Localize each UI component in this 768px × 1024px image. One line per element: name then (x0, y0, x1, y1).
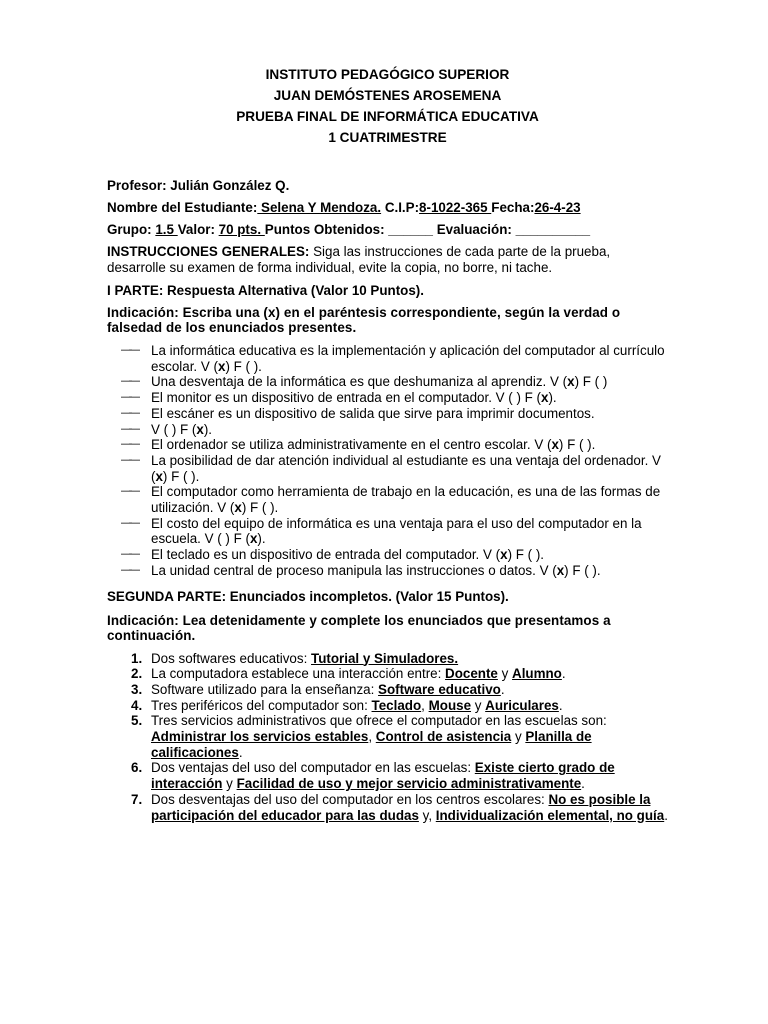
item-prompt: Tres periféricos del computador son: (151, 697, 372, 713)
group-value[interactable]: 1.5 (155, 222, 178, 237)
value-label: Valor: (177, 222, 219, 237)
tf-statement: El computador como herramienta de trabajo en la educación, es una de las formas de utilización. V ( (151, 484, 661, 516)
student-name-value[interactable]: Selena Y Mendoza. (257, 200, 382, 215)
item-prompt: La computadora establece una interacción entre: (151, 666, 446, 682)
completion-item (107, 713, 668, 760)
date-value[interactable]: 26-4-23 (534, 200, 581, 215)
tf-statement: V ( ) F ( (151, 421, 197, 437)
answer-separator: y (511, 729, 526, 745)
instructions-label: INSTRUCCIONES GENERALES: (107, 244, 310, 259)
tf-mark[interactable]: x (500, 547, 508, 563)
part1-indication: Indicación: Escriba una (x) en el paréntesis correspondiente, según la verdad o falsedad de los enunciados presentes. (107, 305, 621, 335)
tf-item (107, 343, 668, 374)
answer-separator: . (664, 807, 668, 823)
general-instructions (107, 244, 668, 275)
tf-mark[interactable]: x (551, 437, 559, 453)
answer-text[interactable]: Control de asistencia (375, 729, 512, 745)
true-false-list (107, 343, 668, 579)
tf-mark[interactable]: x (234, 500, 242, 516)
answer-text[interactable]: Software educativo (378, 681, 501, 697)
tf-options: ) F ( ). (162, 468, 200, 484)
student-line (107, 200, 668, 216)
instructions-text: Siga las instrucciones de cada parte de la prueba, desarrolle su examen de forma individual, evite la copia, no borre, ni tache. (107, 244, 611, 275)
answer-separator: . (581, 776, 585, 792)
answer-separator: . (238, 744, 243, 760)
group-label: Grupo: (107, 222, 156, 237)
item-number: 1. (131, 650, 143, 666)
answer-separator: y (471, 697, 486, 713)
answer-separator: . (500, 681, 505, 697)
answer-text[interactable]: Individualización elemental, no guía (435, 807, 665, 823)
answer-text[interactable]: Docente (445, 666, 498, 682)
points-obtained[interactable]: Puntos Obtenidos: ______ (264, 222, 433, 237)
group-line (107, 222, 668, 238)
tf-statement: El teclado es un dispositivo de entrada del computador. V ( (151, 547, 501, 563)
completion-item (107, 792, 668, 823)
answer-text[interactable]: Tutorial y Simuladores. (311, 650, 459, 666)
cip-value[interactable]: 8-1022-365 (419, 200, 492, 215)
tf-options: ). (257, 531, 266, 547)
tf-statement: La posibilidad de dar atención individual al estudiante es una ventaja del ordenador. V ( (151, 452, 661, 484)
document-header (107, 68, 668, 145)
item-prompt: Dos softwares educativos: (151, 650, 312, 666)
item-prompt: Dos desventajas del uso del computador en los centros escolares: (151, 791, 549, 807)
tf-mark[interactable]: x (249, 531, 258, 547)
item-number: 6. (131, 760, 143, 776)
completion-item (107, 651, 668, 667)
evaluation-field[interactable]: Evaluación: __________ (432, 222, 591, 237)
student-label: Nombre del Estudiante: (107, 200, 258, 215)
tf-mark[interactable]: x (155, 468, 163, 484)
tf-item (107, 374, 668, 390)
item-prompt: Tres servicios administrativos que ofrece el computador en las escuelas son: (151, 713, 607, 729)
completion-item (107, 760, 668, 791)
item-prompt: Dos ventajas del uso del computador en las escuelas: (151, 760, 475, 776)
tf-statement: La unidad central de proceso manipula las instrucciones o datos. V ( (151, 562, 557, 578)
term-label: 1 CUATRIMESTRE (328, 130, 447, 145)
answer-text[interactable]: Auriculares (485, 697, 559, 713)
tf-item (107, 390, 668, 406)
tf-options: ) F ( ). (225, 358, 262, 374)
tf-options: ) F ( ). (241, 500, 279, 516)
answer-text[interactable]: Mouse (428, 697, 472, 713)
answer-separator: . (561, 666, 566, 682)
tf-options: ) F ( ) (574, 374, 608, 390)
tf-statement: La informática educativa es la implementación y aplicación del computador al currículo escolar. V ( (151, 343, 665, 374)
part2-indication: Indicación: Lea detenidamente y complete los enunciados que presentamos a continuación. (107, 612, 611, 643)
tf-mark[interactable]: x (541, 390, 549, 406)
item-number: 7. (131, 791, 143, 807)
institution-subname: JUAN DEMÓSTENES AROSEMENA (273, 88, 502, 103)
tf-options: ) F ( ). (564, 562, 601, 578)
answer-separator: , (368, 729, 376, 745)
tf-mark[interactable]: x (196, 421, 204, 437)
item-prompt: Software utilizado para la enseñanza: (151, 681, 379, 697)
answer-separator: y (222, 776, 237, 792)
answer-text[interactable]: No es posible la participación del educador para las dudas (151, 791, 651, 823)
part2-title: SEGUNDA PARTE: Enunciados incompletos. (Valor 15 Puntos). (107, 588, 509, 604)
value-value: 70 pts. (218, 222, 265, 237)
tf-options: ). (548, 390, 557, 406)
tf-item (107, 484, 668, 515)
answer-text[interactable]: Facilidad de uso y mejor servicio administrativamente (236, 776, 582, 792)
tf-statement: El escáner es un dispositivo de salida que sirve para imprimir documentos. (151, 405, 595, 421)
exam-title: PRUEBA FINAL DE INFORMÁTICA EDUCATIVA (236, 109, 539, 124)
tf-item (107, 437, 668, 453)
answer-separator: . (558, 697, 563, 713)
date-label: Fecha: (491, 200, 535, 215)
item-number: 3. (131, 681, 143, 697)
completion-item (107, 682, 668, 698)
answer-text[interactable]: Alumno (512, 666, 562, 682)
answer-text[interactable]: Administrar los servicios estables (151, 729, 369, 745)
teacher-name: Profesor: Julián González Q. (107, 178, 290, 193)
answer-text[interactable]: Existe cierto grado de interacción (151, 760, 615, 792)
tf-options: ). (203, 421, 213, 437)
tf-options: ) F ( ). (558, 437, 596, 453)
answer-separator: y (497, 666, 513, 682)
answer-text[interactable]: Teclado (371, 697, 422, 713)
item-number: 2. (131, 666, 143, 682)
answer-separator: , (421, 697, 429, 713)
tf-item (107, 516, 668, 547)
tf-statement: El monitor es un dispositivo de entrada en el computador. V ( ) F ( (151, 390, 542, 406)
teacher-line (107, 178, 668, 194)
tf-statement: Una desventaja de la informática es que deshumaniza al aprendiz. V ( (151, 374, 568, 390)
tf-mark[interactable]: x (556, 562, 565, 578)
item-number: 5. (131, 713, 143, 729)
tf-item (107, 547, 668, 563)
tf-mark[interactable]: x (567, 374, 575, 390)
completion-item (107, 666, 668, 682)
tf-mark[interactable]: x (217, 358, 226, 374)
tf-options: ) F ( ). (507, 547, 545, 563)
institution-name: INSTITUTO PEDAGÓGICO SUPERIOR (265, 67, 510, 82)
tf-statement: El costo del equipo de informática es una ventaja para el uso del computador en la escuela. V ( ) F ( (151, 515, 642, 547)
completion-item (107, 698, 668, 714)
part1-title: I PARTE: Respuesta Alternativa (Valor 10 Puntos). (107, 283, 424, 298)
tf-item (107, 453, 668, 484)
tf-item (107, 563, 668, 579)
answer-separator: y, (418, 807, 436, 823)
cip-label: C.I.P: (381, 200, 420, 215)
tf-item (107, 422, 668, 438)
tf-statement: El ordenador se utiliza administrativamente en el centro escolar. V ( (151, 437, 552, 453)
item-number: 4. (131, 697, 143, 713)
tf-item (107, 406, 668, 422)
answer-text[interactable]: Planilla de calificaciones (151, 729, 592, 760)
completion-list (107, 651, 668, 824)
